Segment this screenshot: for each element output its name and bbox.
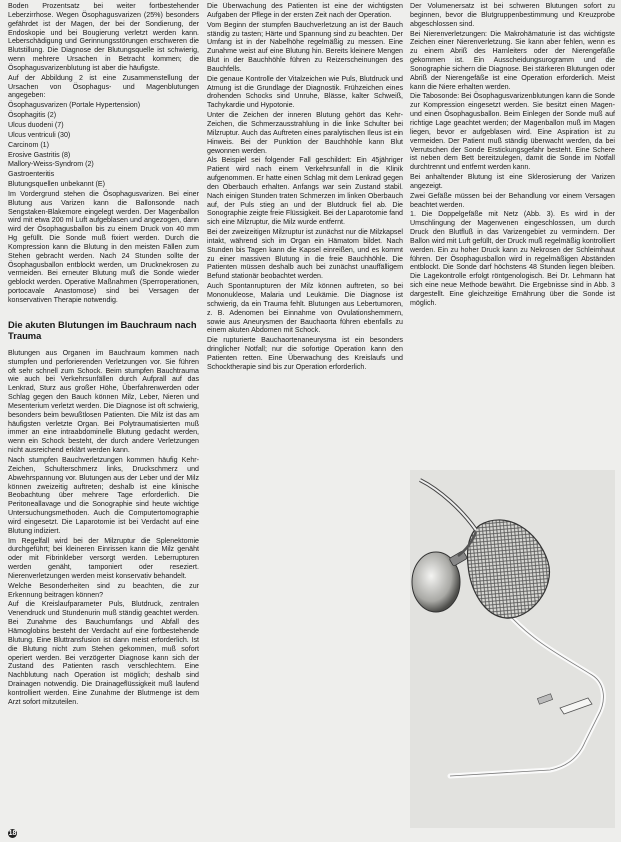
- figure-illustration: [410, 470, 615, 828]
- paragraph: Im Vordergrund stehen die Ösophagusvarizen. Bei einer Blutung aus Varizen kann die Ballonsonde nach Sengstaken-Blakemore eingelegt werden. Der Magenballon wird mit etwa 200 ml Luft aufgeblasen und angezogen, dann wird der Ösophagusballon bis zu einem Druck von 40 mm Hg gefüllt. Die Sonde muß fixiert werden. Durch die Kompression kann die Blutung in den meisten Fällen zum Stehen gebracht werden. Nach 24 Stunden sollte der Ösophagusballon entblockt werden, um Drucknekrosen zu vermeiden. Bei erneuter Blutung muß die Sonde wieder geblockt werden. Operative Maßnahmen (Sperroperationen, portocavale Anastomose) sind bei Versagen der konservativen Therapie notwendig.: [8, 189, 199, 304]
- paragraph: 1. Die Doppelgefäße mit Netz (Abb. 3). Es wird in der Umschlingung der Magenvenen eingeschlossen, um durch Druck den Blutfluß in das Varizengebiet zu vermindern. Der Ballon wird mit Luft gefüllt, der Druck muß regelmäßig kontrolliert werden. Ein zu hoher Druck kann zu Nekrosen der Schleimhaut führen. Der Ösophagusballon wird in regelmäßigen Abständen entblockt. Die Sonde darf höchstens 48 Stunden liegen bleiben. Die Lagekontrolle erfolgt röntgenologisch. Bei Dr. Lehmann hat sich eine neue Methode bewährt. Die Ergebnisse sind in Abb. 3 dargestellt. Eine gleichzeitige Ernährung über die Sonde ist möglich.: [410, 210, 615, 307]
- list-item: Ulcus duodeni (7): [8, 120, 64, 129]
- paragraph: Blutungen aus Organen im Bauchraum kommen nach stumpfen und perforierenden Verletzungen vor. Sie führen oft sehr schnell zum Schock. Beim stumpfen Bauchtrauma wie auch bei Verkehrsunfällen durch Aufprall auf das Lenkrad, Sturz aus großer Höhe, Überfahrenwerden oder Schlag gegen den Bauch können Milz, Leber, Nieren und Mesenterium verletzt werden. Die Diagnose ist oft schwierig, besonders beim bewußtlosen Patienten. Die Milz ist das am häufigsten verletzte Organ. Bei Polytraumatisierten muß immer an eine intraabdominelle Blutung gedacht werden, wenn ein Schock besteht, der durch andere Verletzungen nicht ausreichend erklärt werden kann.: [8, 348, 199, 455]
- paragraph: Unter die Zeichen der inneren Blutung gehört das Kehr-Zeichen, die Schmerzausstrahlung in die linke Schulter bei Milzruptur. Auch das Auftreten eines paralytischen Ileus ist ein Hinweis. Bei der Punktion der Bauchhöhle kann Blut gewonnen werden.: [207, 111, 403, 155]
- paragraph: Bei der zweizeitigen Milzruptur ist zunächst nur die Milzkapsel intakt, während sich im Organ ein Hämatom bildet. Nach Stunden bis Tagen kann die Kapsel einreißen, und es kommt zu einer massiven Blutung in die freie Bauchhöhle. Die Patienten müssen deshalb auch bei zunächst unauffälligem Befund stationär beobachtet werden.: [207, 228, 403, 281]
- paragraph: Auch Spontanrupturen der Milz können auftreten, so bei Mononukleose, Malaria und Leukämie. Die Diagnose ist schwierig, da ein Trauma fehlt. Blutungen aus Lebertumoren, z. B. Adenomen bei Einnahme von Ovulationshemmern, sowie aus Aneurysmen der Bauchaorta führen ebenfalls zu einem akuten Abdomen mit Schock.: [207, 282, 403, 335]
- paragraph: Nach stumpfen Bauchverletzungen kommen häufig Kehr-Zeichen, Schulterschmerz links, Druckschmerz und Abwehrspannung vor. Blutungen aus der Leber und der Milz können zweizeitig auftreten; deshalb ist eine klinische Beobachtung über mehrere Tage erforderlich. Die Peritoneallavage und die Sonographie sind heute wichtige Untersuchungsmethoden. Auch die Computertomographie wird eingesetzt. Die Laparotomie ist bei Verdacht auf eine Blutung indiziert.: [8, 455, 199, 535]
- list-item: Blutungsquellen unbekannt (E): [8, 180, 106, 189]
- paragraph: Die Überwachung des Patienten ist eine der wichtigsten Aufgaben der Pflege in der ersten Zeit nach der Operation.: [207, 2, 403, 19]
- paragraph: Als Beispiel sei folgender Fall geschildert: Ein 45jähriger Patient wird nach einem Verkehrsunfall in die Klinik aufgenommen. Er hatte einen Schlag mit dem Lenkrad gegen den Oberbauch erhalten. Anfangs war sein Zustand stabil. Nach einigen Stunden traten Schmerzen im linken Oberbauch auf, der Puls stieg an und der Blutdruck fiel ab. Die Sonographie zeigte freie Flüssigkeit. Bei der Laparotomie fand sich eine Milzruptur, die Milz wurde entfernt.: [207, 156, 403, 227]
- list-item: Carcinom (1): [8, 140, 49, 149]
- paragraph: Welche Besonderheiten sind zu beachten, die zur Erkennung beitragen können?: [8, 581, 199, 599]
- paragraph: Vom Beginn der stumpfen Bauchverletzung an ist der Bauch ständig zu tasten; Härte und Spannung sind zu beachten. Der Umfang ist in der Nabelhöhe regelmäßig zu messen. Eine Zunahme weist auf eine Blutung hin. Bereits kleinere Mengen Blut in der Bauchhöhle führen zu Reizerscheinungen des Bauchfells.: [207, 20, 403, 73]
- list-item: Erosive Gastritis (8): [8, 150, 71, 159]
- section-heading: Die akuten Blutungen im Bauchraum nach Trauma: [8, 318, 197, 341]
- paragraph: Die genaue Kontrolle der Vitalzeichen wie Puls, Blutdruck und Atmung ist die Grundlage der Diagnostik. Frühzeichen eines drohenden Schocks sind Unruhe, Blässe, kalter Schweiß, Tachykardie und Hypotonie.: [207, 74, 403, 110]
- list-item: Ulcus ventriculi (30): [8, 130, 71, 139]
- paragraph: Der Volumenersatz ist bei schweren Blutungen sofort zu beginnen, bevor die Blutgruppenbestimmung und Kreuzprobe abgeschlossen sind.: [410, 2, 615, 28]
- list-item: Mallory-Weiss-Syndrom (2): [8, 160, 94, 169]
- paragraph: Die rupturierte Bauchaortenaneurysma ist ein besonders dringlicher Notfall; nur die sofortige Operation kann den Patienten retten. Eine Überwachung des Kreislaufs und Schocktherapie sind bis zur Operation erforderlich.: [207, 336, 403, 371]
- page-number: 18: [8, 830, 17, 837]
- text-column-left: [8, 2, 199, 840]
- list-item: Ösophagusvarizen (Portale Hypertension): [8, 101, 141, 110]
- paragraph: Auf der Abbildung 2 ist eine Zusammenstellung der Ursachen von Ösophagus- und Magenblutungen angegeben:: [8, 73, 199, 100]
- list-item: Ösophagitis (2): [8, 111, 57, 120]
- paragraph: Zwei Gefäße müssen bei der Behandlung vor einem Versagen beachtet werden.: [410, 191, 615, 209]
- paragraph: Bei anhaltender Blutung ist eine Sklerosierung der Varizen angezeigt.: [410, 173, 615, 190]
- paragraph: Boden Prozentsatz bei weiter fortbestehender Leberzirrhose. Wegen Ösophagusvarizen (25%) besonders gefährdet ist der Magen, der bei der Sondierung, der Endoskopie und bei Bougierung verletzt werden kann. Leberschädigung und Gerinnungsstörungen erschweren die Blutstillung. Die Diagnose der Blutungsquelle ist schwierig, wenn mehrere Ursachen in Betracht kommen; die Ösophagusvarizenblutung ist aber die häufigste.: [8, 2, 199, 72]
- paragraph: Auf die Kreislaufparameter Puls, Blutdruck, zentralen Venendruck und Stundenurin muß ständig geachtet werden. Bei Zunahme des Bauchumfangs und Abfall des Hämoglobins besteht der Verdacht auf eine fortbestehende Blutung. Eine Bluttransfusion ist dann meist erforderlich. Ist die Blutung nicht zum Stehen gekommen, muß sofort operiert werden. Bei verzögerter Diagnose kann sich der Zustand des Patienten rasch verschlechtern. Eine Nachblutung nach Operation ist möglich; deshalb sind Drainagen notwendig. Die Drainageflüssigkeit muß laufend kontrolliert werden. Eine Zunahme der Blutmenge ist dem Arzt sofort mitzuteilen.: [8, 600, 199, 706]
- text-column-middle: [207, 2, 403, 840]
- paragraph: Die Tabosonde: Bei Ösophagusvarizenblutungen kann die Sonde zur Kompression eingesetzt werden. Sie besitzt einen Magen- und einen Ösophagusballon. Beim Einlegen der Sonde muß auf richtige Lage geachtet werden; der Magenballon muß im Magen liegen, bevor er aufgeblasen wird. Eine Aspiration ist zu vermeiden. Der Patient muß ständig überwacht werden, da bei Verrutschen der Sonde Erstickungsgefahr besteht. Eine Schere ist neben dem Bett bereitzulegen, damit die Sonde im Notfall durchtrennt und entfernt werden kann.: [410, 92, 615, 172]
- paragraph: Bei Nierenverletzungen: Die Makrohämaturie ist das wichtigste Zeichen einer Nierenverletzung. Sie kann aber fehlen, wenn es zu einem Abriß des Harnleiters oder der Nierengefäße gekommen ist. Ein Ausscheidungsurogramm und die Sonographie sichern die Diagnose. Bei stärkeren Blutungen oder Abriß der Nierengefäße ist eine Operation erforderlich. Meist kann die Niere erhalten werden.: [410, 29, 615, 91]
- text-column-right: [410, 2, 615, 470]
- list-item: Gastroenteritis: [8, 170, 55, 179]
- paragraph: Im Regelfall wird bei der Milzruptur die Splenektomie durchgeführt; bei kleineren Einrissen kann die Milz genäht oder mit Fibrinkleber versorgt werden. Leberrupturen werden genäht, tamponiert oder reseziert. Nierenverletzungen werden meist konservativ behandelt.: [8, 536, 199, 580]
